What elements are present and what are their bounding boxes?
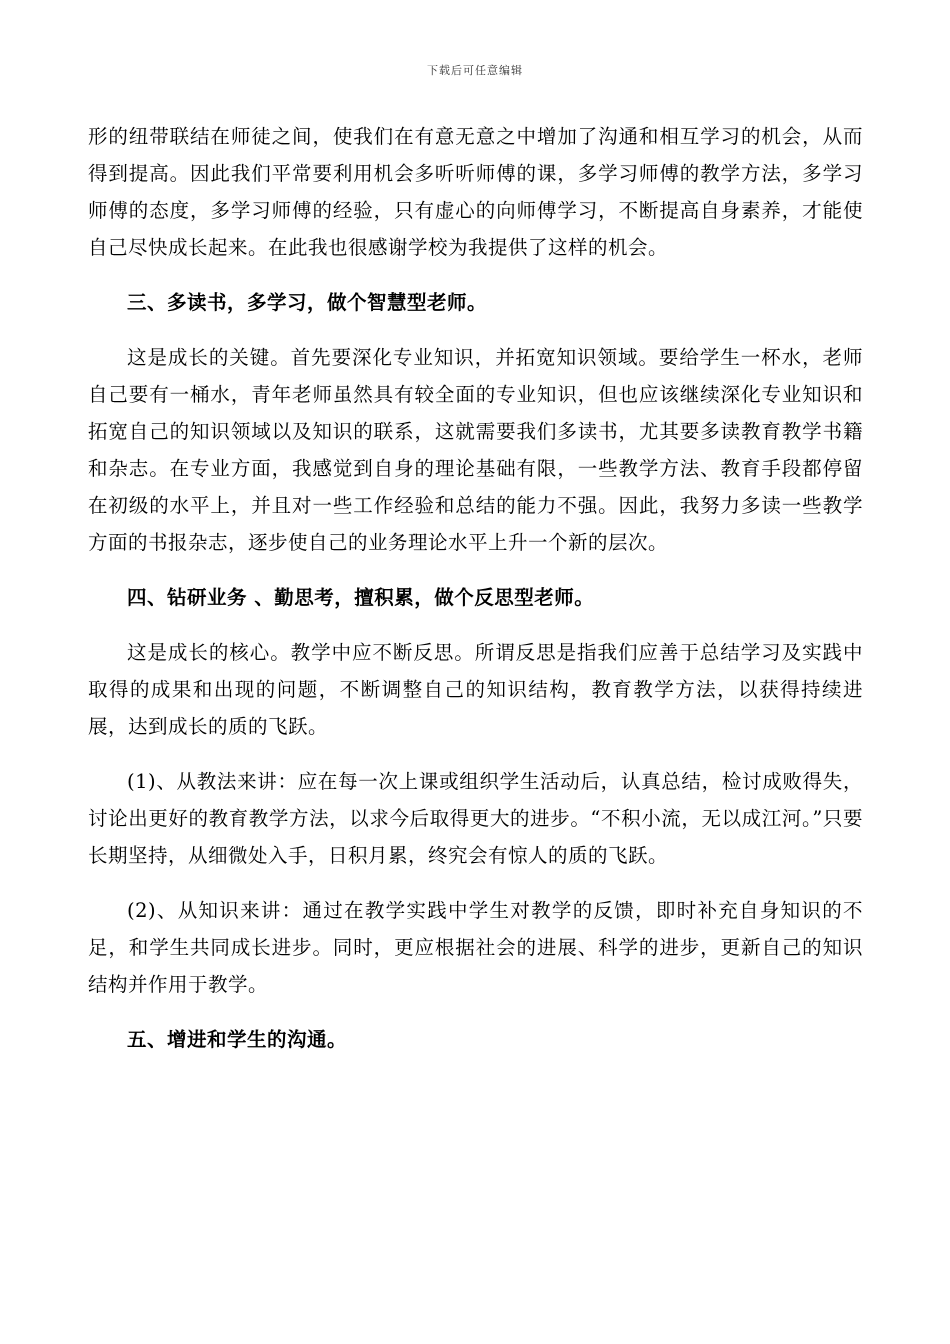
- section-heading-4: 四、钻研业务 、勤思考，擅积累，做个反思型老师。: [127, 586, 595, 609]
- section-heading-5: 五、增进和学生的沟通。: [127, 1028, 348, 1051]
- document-body: [88, 118, 863, 1076]
- paragraph-continuation: 形的纽带联结在师徒之间，使我们在有意无意之中增加了沟通和相互学习的机会，从而得到提高。因此我们平常要利用机会多听听师傅的课，多学习师傅的教学方法，多学习师傅的态度，多学习师傅的经验，只有虚心的向师傅学习，不断提高自身素养，才能使自己尽快成长起来。在此我也很感谢学校为我提供了这样的机会。: [88, 125, 863, 259]
- paragraph-knowledge: (2)、从知识来讲：通过在教学实践中学生对教学的反馈，即时补充自身知识的不足，和学生共同成长进步。同时，更应根据社会的进展、科学的进步，更新自己的知识结构并作用于教学。: [88, 899, 863, 996]
- paragraph-reading: 这是成长的关键。首先要深化专业知识，并拓宽知识领域。要给学生一杯水，老师自己要有一桶水，青年老师虽然具有较全面的专业知识，但也应该继续深化专业知识和拓宽自己的知识领域以及知识的联系，这就需要我们多读书，尤其要多读教育教学书籍和杂志。在专业方面，我感觉到自身的理论基础有限，一些教学方法、教育手段都停留在初级的水平上，并且对一些工作经验和总结的能力不强。因此，我努力多读一些教学方面的书报杂志，逐步使自己的业务理论水平上升一个新的层次。: [88, 346, 863, 554]
- paragraph-teaching-method: (1)、从教法来讲：应在每一次上课或组织学生活动后，认真总结，检讨成败得失，讨论出更好的教育教学方法，以求今后取得更大的进步。“不积小流，无以成江河。”只要长期坚持，从细微处入手，日积月累，终究会有惊人的质的飞跃。: [88, 770, 863, 867]
- paragraph-reflection: 这是成长的核心。教学中应不断反思。所谓反思是指我们应善于总结学习及实践中取得的成果和出现的问题，不断调整自己的知识结构，教育教学方法，以获得持续进展，达到成长的质的飞跃。: [88, 641, 863, 738]
- section-heading-3: 三、多读书，多学习，做个智慧型老师。: [127, 291, 488, 314]
- header-note: 下载后可任意编辑: [427, 64, 523, 77]
